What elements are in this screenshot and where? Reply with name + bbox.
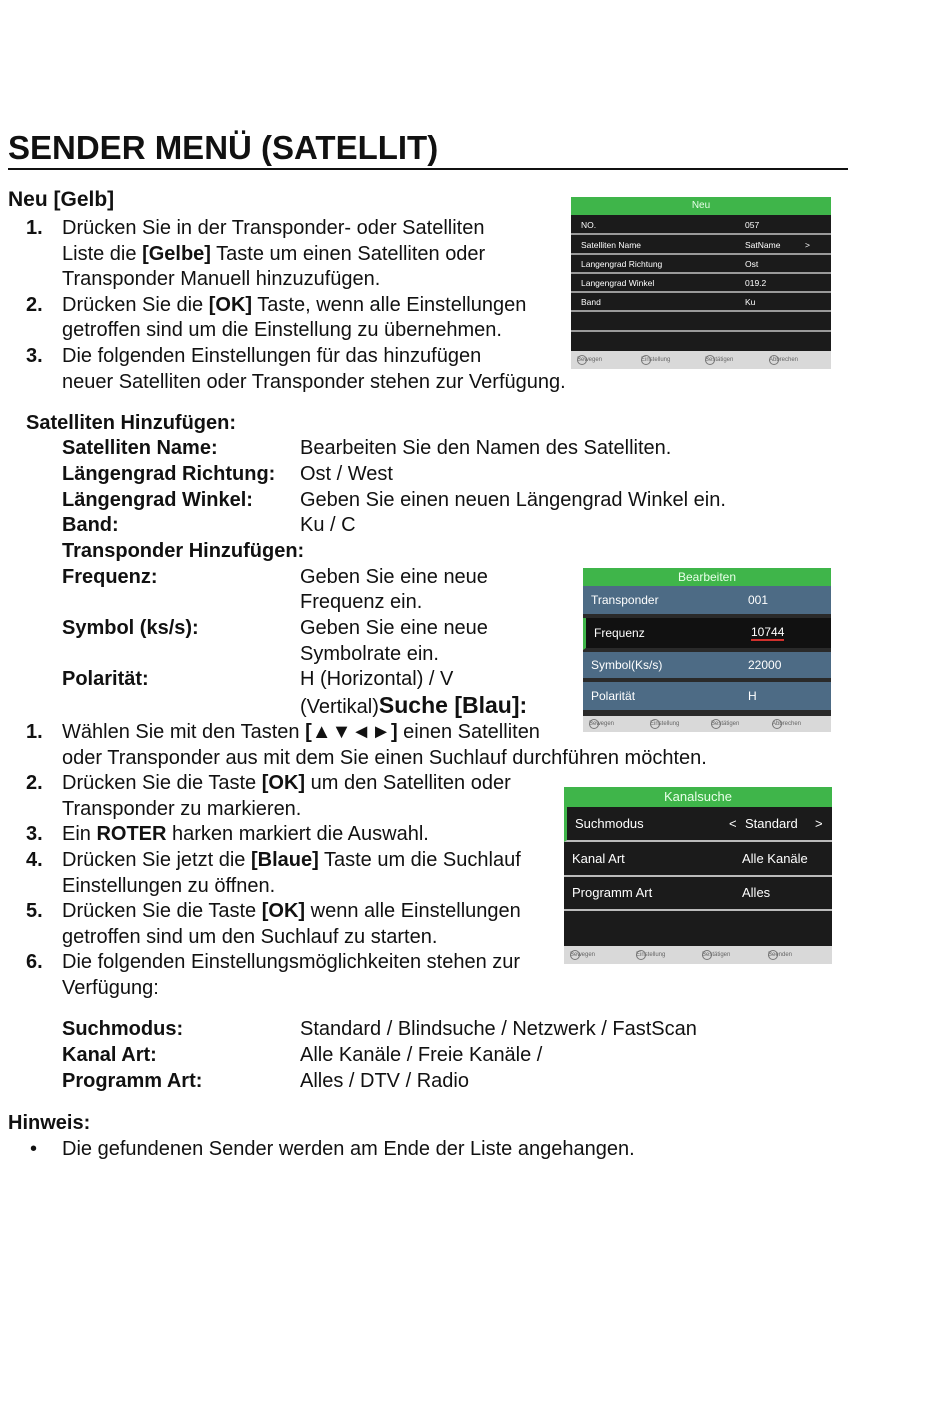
label-lon-dir: Längengrad Richtung: (62, 463, 276, 485)
row-value: Alles (742, 885, 771, 900)
row-label: Frequenz (594, 626, 645, 640)
list-line (62, 848, 521, 874)
list-line (62, 822, 429, 848)
option-label: Programm Art: (62, 1070, 203, 1092)
text-segment: Die folgenden Einstellungsmöglichkeiten stehen zur (62, 951, 521, 974)
list-line (62, 318, 502, 344)
label-polarity: Polarität: (62, 668, 149, 690)
screen-neu-empty-row (571, 332, 831, 352)
hinweis-bullet: • (30, 1138, 38, 1160)
desc-freq-2: Frequenz ein. (300, 591, 423, 613)
screen-scan-row (564, 842, 832, 877)
screen-edit-title: Bearbeiten (583, 568, 831, 586)
screen-scan-row (564, 876, 832, 911)
list-line (62, 797, 301, 823)
row-value: H (748, 689, 757, 703)
desc-freq-1: Geben Sie eine neue (300, 566, 488, 588)
text-segment: Drücken Sie in der Transponder- oder Satelliten (62, 217, 485, 239)
text-segment: getroffen sind um den Suchlauf zu starten. (62, 925, 438, 948)
text-segment: [OK] (208, 293, 253, 316)
screen-edit (583, 568, 831, 732)
row-value: 057 (745, 220, 760, 230)
row-label: Symbol(Ks/s) (591, 658, 663, 672)
text-segment: Liste die (62, 242, 143, 265)
label-sat-name: Satelliten Name: (62, 437, 218, 459)
footer-hint-label: Bewegen (570, 952, 596, 958)
text-segment: harken markiert die Auswahl. (166, 823, 429, 846)
list-line (62, 925, 437, 951)
text-segment: Ein (62, 823, 97, 846)
footer-hint-label: Bestätigen (702, 952, 731, 958)
text-segment: einen Satelliten (397, 721, 540, 743)
footer-hint-label: Abbrechen (772, 721, 802, 727)
row-value: 22000 (748, 658, 782, 672)
row-value: SatName (745, 240, 781, 250)
screen-scan (564, 787, 832, 964)
hinweis-heading: Hinweis: (8, 1112, 91, 1134)
text-segment: Drücken Sie die Taste (62, 772, 262, 795)
list-line (62, 771, 511, 797)
list-number: 5. (26, 900, 43, 923)
list-line (62, 267, 380, 293)
row-label: Satelliten Name (581, 240, 642, 250)
text-segment: [OK] (261, 772, 306, 795)
list-line (62, 293, 526, 319)
chevron-left-icon: < (729, 816, 737, 831)
list-number: 1. (26, 721, 43, 743)
list-line (62, 950, 520, 976)
desc-polarity-line2 (300, 693, 527, 721)
footer-hint-label: Bestätigen (711, 721, 740, 727)
text-segment: Drücken Sie die (62, 293, 209, 316)
desc-lon-angle: Geben Sie einen neuen Längengrad Winkel ein. (300, 489, 726, 511)
screen-neu-row (571, 215, 831, 235)
screen-neu (571, 197, 831, 369)
row-label: Transponder (591, 593, 659, 607)
text-segment: Wählen Sie mit den Tasten (62, 721, 306, 743)
text-segment: wenn alle Einstellungen (305, 900, 521, 923)
page-title: SENDER MENÜ (SATELLIT) (8, 128, 848, 170)
row-label: Polarität (591, 689, 636, 703)
section-neu-heading: Neu [Gelb] (8, 188, 115, 211)
desc-symbol-1: Geben Sie eine neue (300, 617, 488, 639)
desc-sat-name: Bearbeiten Sie den Namen des Satelliten. (300, 437, 672, 459)
chevron-right-icon: > (815, 816, 823, 831)
desc-symbol-2: Symbolrate ein. (300, 643, 439, 665)
list-number: 4. (26, 849, 43, 871)
row-label: Langengrad Richtung (581, 259, 663, 269)
text-segment: Transponder zu markieren. (62, 797, 302, 820)
footer-hint-label: Einstellung (650, 721, 680, 727)
row-value: 001 (748, 593, 769, 607)
list-line (62, 899, 521, 925)
screen-edit-row (583, 618, 831, 650)
option-desc: Alle Kanäle / Freie Kanäle / (300, 1044, 543, 1066)
screen-scan-row (564, 807, 832, 842)
list-line (62, 746, 707, 772)
label-freq: Frequenz: (62, 566, 158, 588)
list-line (62, 242, 485, 268)
row-value: Alle Kanäle (742, 851, 808, 866)
screen-edit-row (583, 682, 831, 712)
footer-hint-label: Abbrechen (769, 357, 799, 363)
list-number: 2. (26, 772, 43, 795)
screen-scan-title: Kanalsuche (564, 787, 832, 807)
text-segment: Drücken Sie jetzt die (62, 849, 251, 871)
option-label: Kanal Art: (62, 1044, 157, 1066)
text-segment: getroffen sind um die Einstellung zu übernehmen. (62, 319, 502, 342)
desc-band: Ku / C (300, 514, 356, 536)
list-number: 1. (26, 217, 43, 239)
list-line (62, 216, 484, 242)
text-segment: Drücken Sie die Taste (62, 900, 262, 923)
hinweis-text: Die gefundenen Sender werden am Ende der Liste angehangen. (62, 1138, 635, 1160)
screen-neu-row (571, 273, 831, 293)
text-segment: [Blaue] (250, 849, 319, 871)
label-band: Band: (62, 514, 119, 536)
text-segment: Verfügung: (62, 977, 159, 999)
text-segment: Die folgenden Einstellungen für das hinzufügen (62, 345, 482, 367)
screen-edit-row (583, 586, 831, 616)
row-value: 019.2 (745, 278, 767, 288)
screen-neu-row (571, 235, 831, 255)
text-segment: Taste, wenn alle Einstellungen (252, 293, 527, 316)
text-segment: um den Satelliten oder (305, 772, 511, 795)
screen-neu-empty-row (571, 312, 831, 332)
list-line (62, 720, 540, 746)
option-desc: Standard / Blindsuche / Netzwerk / FastScan (300, 1018, 697, 1040)
row-label: Suchmodus (575, 816, 644, 831)
row-value: Standard (745, 816, 798, 831)
sat-add-heading: Satelliten Hinzufügen: (26, 412, 236, 434)
row-label: Langengrad Winkel (581, 278, 655, 288)
screen-edit-row (583, 652, 831, 680)
list-line (62, 344, 481, 370)
list-line (62, 874, 275, 900)
footer-hint-label: Einstellung (636, 952, 666, 958)
label-symbol: Symbol (ks/s): (62, 617, 199, 639)
footer-hint-label: Bewegen (589, 721, 615, 727)
row-value: Ku (745, 297, 756, 307)
desc-polarity-2: (Vertikal) (300, 696, 379, 718)
text-segment: [OK] (261, 900, 306, 923)
text-segment: [Gelbe] (142, 242, 211, 265)
list-line (62, 976, 159, 1002)
row-label: Programm Art (572, 885, 653, 900)
footer-hint-label: Beenden (768, 952, 793, 958)
desc-polarity-1: H (Horizontal) / V (300, 668, 454, 690)
screen-scan-footer (564, 946, 832, 964)
option-label: Suchmodus: (62, 1018, 184, 1040)
screen-neu-row (571, 292, 831, 312)
desc-lon-dir: Ost / West (300, 463, 393, 485)
screen-edit-footer (583, 716, 831, 732)
text-segment: Transponder Manuell hinzuzufügen. (62, 268, 381, 291)
row-label: Band (581, 297, 601, 307)
row-value: 10744 (751, 625, 785, 639)
text-segment: oder Transponder aus mit dem Sie einen Suchlauf durchführen möchten. (62, 746, 707, 769)
text-segment: Taste um die Suchlauf (318, 849, 521, 871)
list-number: 3. (26, 823, 43, 846)
screen-scan-empty-row (564, 911, 832, 945)
list-number: 2. (26, 293, 43, 316)
row-label: NO. (581, 220, 597, 230)
text-segment: [▲▼◄►] (305, 721, 398, 743)
screen-neu-row (571, 254, 831, 274)
row-label: Kanal Art (572, 851, 625, 866)
screen-neu-title: Neu (571, 197, 831, 215)
section-suche-heading: Suche [Blau]: (378, 692, 528, 718)
screen-neu-footer (571, 351, 831, 369)
label-lon-angle: Längengrad Winkel: (62, 489, 253, 511)
chevron-right-icon: > (805, 240, 810, 250)
option-desc: Alles / DTV / Radio (300, 1070, 469, 1092)
footer-hint-label: Bestätigen (705, 357, 734, 363)
text-segment: Taste um einen Satelliten oder (210, 242, 486, 265)
list-number: 6. (26, 951, 43, 974)
row-value: Ost (745, 259, 759, 269)
text-segment: ROTER (96, 823, 167, 846)
tp-add-heading: Transponder Hinzufügen: (62, 540, 305, 562)
list-line (62, 370, 566, 396)
text-segment: Einstellungen zu öffnen. (62, 874, 276, 897)
list-number: 3. (26, 345, 43, 367)
footer-hint-label: Bewegen (577, 357, 603, 363)
footer-hint-label: Einstellung (641, 357, 671, 363)
text-segment: neuer Satelliten oder Transponder stehen zur Verfügung. (62, 370, 566, 393)
